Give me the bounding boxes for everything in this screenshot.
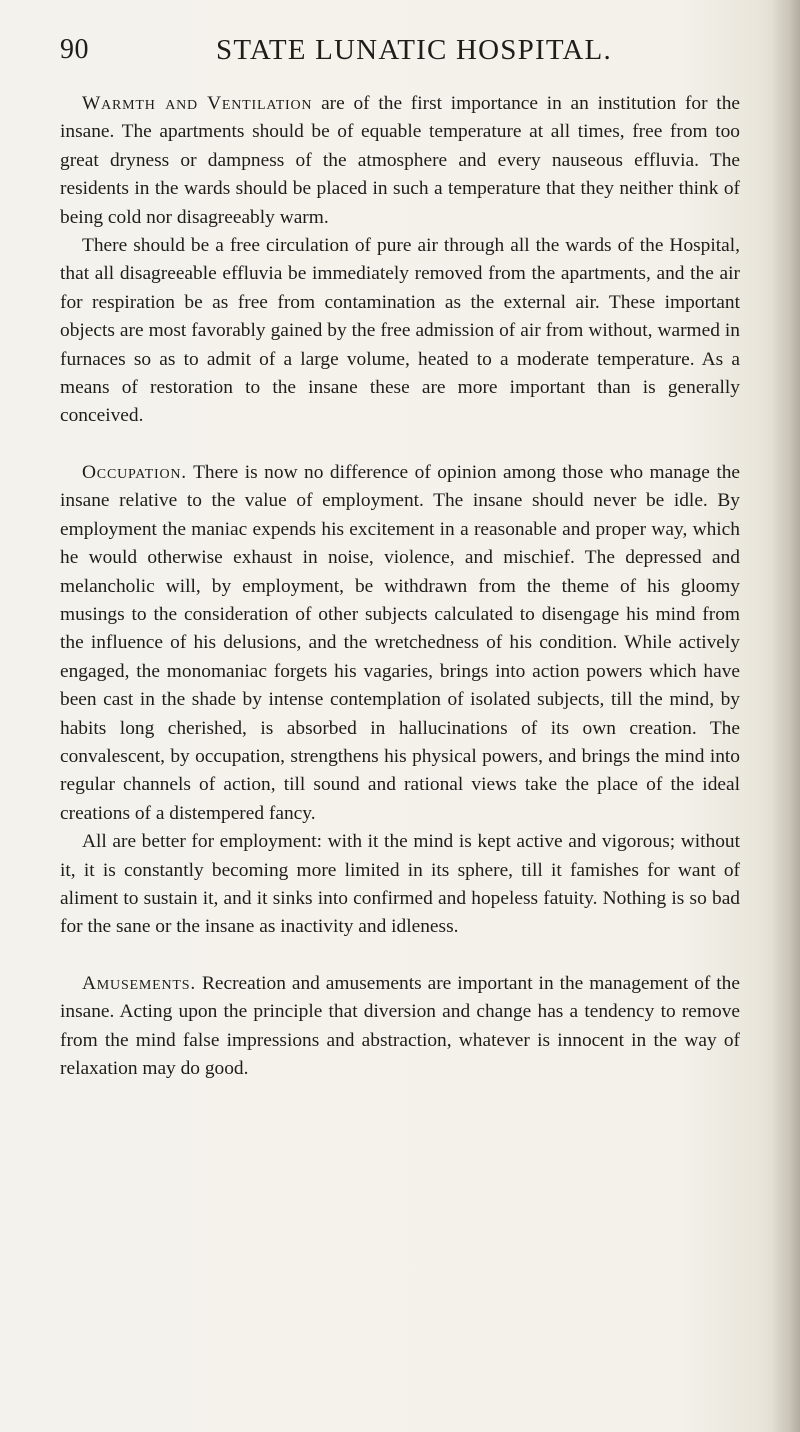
section-heading: Amusements. — [82, 972, 196, 994]
paragraph-text: are of the first importance in an institution for the insane. The apartments should be of equable temperature at all times, free from too great dryness or dampness of the atmosphere and every nauseous effluvia. The residents in the wards should be placed in such a temperature that they neither think of being cold nor disagreeably warm. — [60, 93, 740, 228]
paragraph-text: There is now no difference of opinion among those who manage the insane relative to the value of employment. The insane should never be idle. By employment the maniac expends his excitement in a reasonable and proper way, which he would otherwise exhaust in noise, violence, and mischief. The depressed and melancholic will, by employment, be withdrawn from the theme of his gloomy musings to the consideration of other subjects calculated to disengage his mind from the influence of his delusions, and the wretchedness of his condition. While actively engaged, the monomaniac forgets his vagaries, brings into action powers which have been cast in the shade by intense contemplation of isolated subjects, till the mind, by habits long cherished, is absorbed in hallucinations of its own creation. The convalescent, by occupation, strengthens his physical powers, and brings the mind into regular channels of action, till sound and rational views take the place of the ideal creations of a distempered fancy. — [60, 461, 741, 824]
page-body — [60, 90, 740, 1083]
paragraph: All are better for employment: with it the mind is kept active and vigorous; without it, it is constantly becoming more limited in its sphere, till it famishes for want of aliment to sustain it, and it sinks into confirmed and hopeless fatuity. Nothing is so bad for the sane or the insane as inactivity and idleness. — [60, 831, 740, 938]
section-paragraph — [60, 459, 740, 828]
page-edge-shadow — [772, 0, 800, 1432]
page-header — [60, 34, 740, 74]
paragraph-text: Recreation and amusements are important in the management of the insane. Acting upon the principle that diversion and change has a tendency to remove from the mind false impressions and abstraction, whatever is innocent in the way of relaxation may do good. — [60, 972, 740, 1079]
page-number: 90 — [60, 34, 89, 65]
section-gap — [60, 431, 740, 459]
section-paragraph — [60, 970, 740, 1084]
section-heading: Occupation. — [82, 461, 187, 483]
section-gap — [60, 942, 740, 970]
section-paragraph — [60, 90, 740, 232]
running-head: STATE LUNATIC HOSPITAL. — [216, 34, 612, 66]
section-heading: Warmth and Ventilation — [82, 93, 313, 114]
paragraph: There should be a free circulation of pure air through all the wards of the Hospital, that all disagreeable effluvia be immediately removed from the apartments, and the air for respiration be as free from contamination as the external air. These important objects are most favorably gained by the free admission of air from without, warmed in furnaces so as to admit of a large volume, heated to a moderate temperature. As a means of restoration to the insane these are more important than is generally conceived. — [60, 235, 740, 427]
